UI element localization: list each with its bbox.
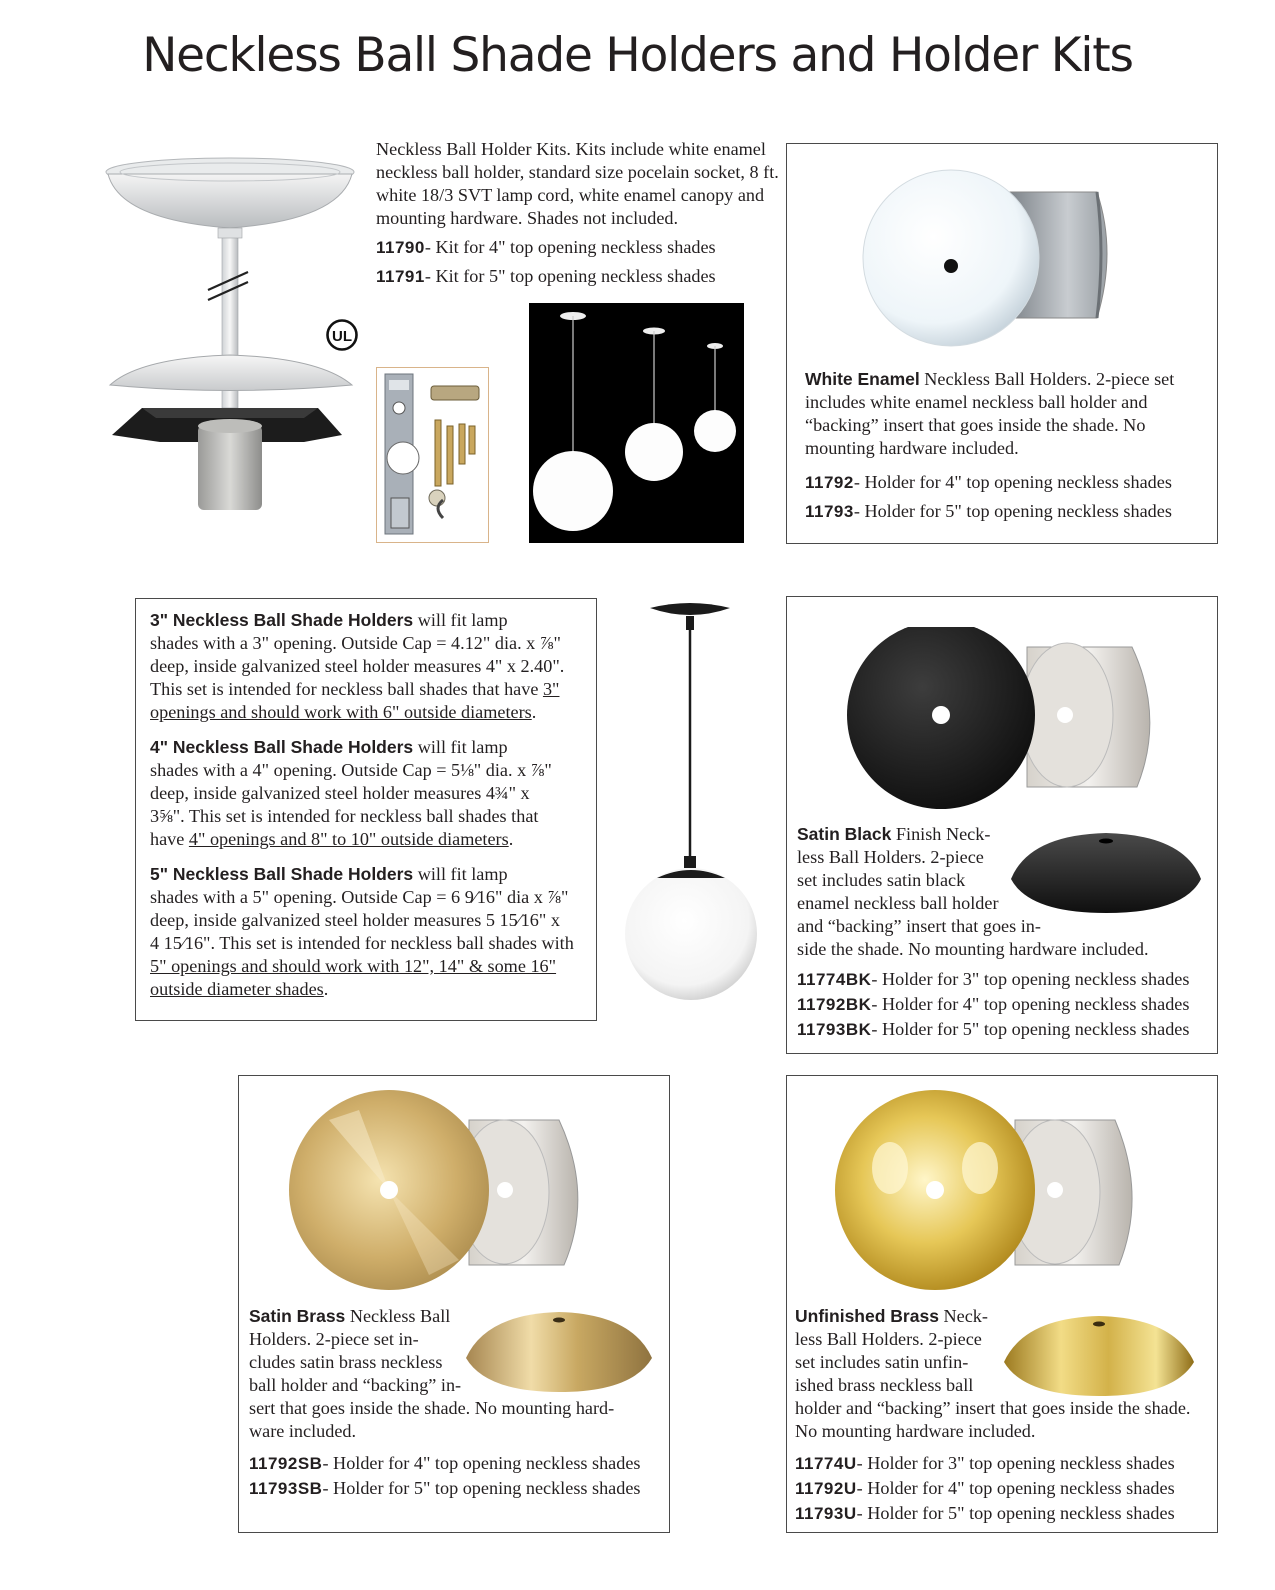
satin-brass-line-text: Neckless Ball [345, 1306, 451, 1326]
size-5in-heading: 5" Neckless Ball Shade Holders [150, 864, 414, 884]
satin-brass-sku: 11792SB [249, 1454, 323, 1473]
satin-brass-line: Holders. 2-piece set in- [249, 1329, 419, 1349]
white-enamel-line: mounting hardware included. [805, 438, 1019, 458]
kit-description [376, 138, 779, 288]
size-4in-line [150, 736, 574, 759]
ul-listed-icon [325, 318, 359, 352]
size-4in-heading: 4" Neckless Ball Shade Holders [150, 737, 414, 757]
holder-sizes-text [150, 609, 574, 1010]
kit-assembly-image [100, 150, 360, 520]
satin-black-sku: 11793BK [797, 1020, 872, 1039]
satin-black-line: less Ball Holders. 2-piece [797, 847, 984, 867]
kit-description-line: mounting hardware. Shades not included. [376, 208, 679, 228]
unfinished-brass-line: ished brass neckless ball [795, 1375, 974, 1395]
satin-black-line: side the shade. No mounting hardware included. [797, 939, 1149, 959]
satin-black-line: enamel neckless ball holder [797, 893, 999, 913]
satin-black-line [797, 823, 1189, 846]
satin-brass-description [249, 1305, 641, 1500]
satin-black-sku: 11774BK [797, 970, 872, 989]
unfinished-brass-heading: Unfinished Brass [795, 1306, 939, 1326]
unfinished-brass-item [795, 1502, 1190, 1525]
kit-item-desc: - Kit for 5" top opening neckless shades [424, 266, 716, 286]
size-4in-line-text: have [150, 829, 189, 849]
kit-sku: 11791 [376, 267, 425, 286]
satin-brass-line [249, 1305, 641, 1328]
page-title: Neckless Ball Shade Holders and Holder Kits [142, 28, 1133, 83]
satin-brass-holder-image [289, 1090, 609, 1295]
satin-brass-item [249, 1477, 641, 1500]
satin-brass-item [249, 1452, 641, 1475]
unfinished-brass-holder-image [835, 1090, 1155, 1295]
unfinished-brass-item [795, 1452, 1190, 1475]
black-cap-pendant-image [620, 600, 765, 1005]
size-5in-line: deep, inside galvanized steel holder measures 5 15⁄16" x [150, 910, 560, 930]
pendants-photo [529, 303, 744, 543]
satin-black-line-text: Finish Neck- [891, 824, 991, 844]
satin-black-sku: 11792BK [797, 995, 872, 1014]
holder-sizes-panel [135, 598, 597, 1021]
size-4in-first: will fit lamp [413, 737, 508, 757]
satin-black-line: and “backing” insert that goes in- [797, 916, 1041, 936]
satin-brass-heading: Satin Brass [249, 1306, 346, 1326]
kit-item [376, 236, 779, 259]
unfinished-brass-line [795, 1305, 1190, 1328]
white-enamel-item [805, 471, 1174, 494]
satin-brass-item-desc: - Holder for 5" top opening neckless shades [322, 1478, 641, 1498]
size-3in-heading: 3" Neckless Ball Shade Holders [150, 610, 414, 630]
white-enamel-line: includes white enamel neckless ball holder and [805, 392, 1148, 412]
unfinished-brass-sku: 11793U [795, 1504, 857, 1523]
ul-mark-text: UL [332, 328, 352, 345]
satin-brass-line: sert that goes inside the shade. No mounting hard- [249, 1398, 615, 1418]
unfinished-brass-item [795, 1477, 1190, 1500]
kit-item [376, 265, 779, 288]
size-3in-line [150, 609, 574, 632]
satin-black-item [797, 993, 1189, 1016]
kit-description-line: white 18/3 SVT lamp cord, white enamel canopy and [376, 185, 765, 205]
size-3in-first: will fit lamp [413, 610, 508, 630]
white-enamel-line [805, 368, 1174, 391]
white-enamel-heading: White Enamel [805, 369, 920, 389]
unfinished-brass-line: less Ball Holders. 2-piece [795, 1329, 982, 1349]
white-enamel-sku: 11792 [805, 473, 854, 492]
size-5in-line [150, 955, 574, 978]
size-5in-line [150, 863, 574, 886]
white-enamel-holder-image [859, 162, 1119, 352]
white-enamel-item-desc: - Holder for 5" top opening neckless shades [853, 501, 1172, 521]
satin-brass-item-desc: - Holder for 4" top opening neckless shades [322, 1453, 641, 1473]
size-3in-paragraph [150, 609, 574, 724]
unfinished-brass-item-desc: - Holder for 3" top opening neckless shades [856, 1453, 1175, 1473]
size-4in-paragraph [150, 736, 574, 851]
size-4in-line [150, 828, 574, 851]
satin-black-heading: Satin Black [797, 824, 892, 844]
satin-brass-sku: 11793SB [249, 1479, 323, 1498]
unfinished-brass-line-text: Neck- [938, 1306, 988, 1326]
size-5in-line: 4 15⁄16". This set is intended for neckless ball shades with [150, 933, 574, 953]
kit-item-desc: - Kit for 4" top opening neckless shades [424, 237, 716, 257]
unfinished-brass-sku: 11774U [795, 1454, 857, 1473]
satin-black-item-desc: - Holder for 4" top opening neckless shades [871, 994, 1190, 1014]
satin-brass-line: cludes satin brass neckless [249, 1352, 443, 1372]
size-3in-underlined: 3" [542, 679, 560, 699]
unfinished-brass-panel [786, 1075, 1218, 1533]
size-4in-line: shades with a 4" opening. Outside Cap = 5⅛" dia. x ⅞" [150, 760, 552, 780]
satin-black-holder-image [847, 627, 1167, 827]
satin-black-item [797, 1018, 1189, 1041]
unfinished-brass-item-desc: - Holder for 5" top opening neckless shades [856, 1503, 1175, 1523]
size-5in-underlined: outside diameter shades [150, 979, 324, 999]
satin-brass-line: ware included. [249, 1421, 357, 1441]
size-4in-line: deep, inside galvanized steel holder measures 4¾" x [150, 783, 530, 803]
kit-hardware-image [376, 367, 489, 543]
unfinished-brass-description [795, 1305, 1190, 1525]
size-3in-end: . [531, 702, 537, 722]
unfinished-brass-line: holder and “backing” insert that goes inside the shade. [795, 1398, 1191, 1418]
white-enamel-item-desc: - Holder for 4" top opening neckless shades [853, 472, 1172, 492]
white-enamel-sku: 11793 [805, 502, 854, 521]
size-5in-underlined: 5" openings and should work with 12", 14" & some 16" [150, 956, 557, 976]
unfinished-brass-line: set includes satin unfin- [795, 1352, 969, 1372]
size-3in-line [150, 701, 574, 724]
satin-brass-panel [238, 1075, 670, 1533]
satin-brass-line: ball holder and “backing” in- [249, 1375, 462, 1395]
satin-black-line: set includes satin black [797, 870, 966, 890]
satin-black-description [797, 823, 1189, 1041]
kit-description-line: Neckless Ball Holder Kits. Kits include white enamel [376, 139, 766, 159]
satin-black-item [797, 968, 1189, 991]
size-4in-underlined: 4" openings and 8" to 10" outside diameters [188, 829, 509, 849]
white-enamel-line-text: Neckless Ball Holders. 2-piece set [919, 369, 1175, 389]
white-enamel-line: “backing” insert that goes inside the shade. No [805, 415, 1146, 435]
size-4in-end: . [508, 829, 514, 849]
size-5in-first: will fit lamp [413, 864, 508, 884]
kit-description-line: neckless ball holder, standard size pocelain socket, 8 ft. [376, 162, 779, 182]
size-4in-line: 3⅝". This set is intended for neckless ball shades that [150, 806, 539, 826]
white-enamel-item [805, 500, 1174, 523]
size-5in-line: shades with a 5" opening. Outside Cap = 6 9⁄16" dia x ⅞" [150, 887, 569, 907]
unfinished-brass-item-desc: - Holder for 4" top opening neckless shades [856, 1478, 1175, 1498]
white-enamel-description [805, 368, 1174, 523]
satin-black-item-desc: - Holder for 5" top opening neckless shades [871, 1019, 1190, 1039]
unfinished-brass-sku: 11792U [795, 1479, 857, 1498]
satin-black-panel [786, 596, 1218, 1054]
size-3in-line-text: This set is intended for neckless ball shades that have [150, 679, 543, 699]
size-3in-line: shades with a 3" opening. Outside Cap = 4.12" dia. x ⅞" [150, 633, 561, 653]
size-3in-line [150, 678, 574, 701]
size-3in-underlined: openings and should work with 6" outside diameters [150, 702, 532, 722]
white-enamel-panel [786, 143, 1218, 544]
size-3in-line: deep, inside galvanized steel holder measures 4" x 2.40". [150, 656, 565, 676]
size-5in-line [150, 978, 574, 1001]
unfinished-brass-line: No mounting hardware included. [795, 1421, 1036, 1441]
size-5in-end: . [323, 979, 329, 999]
size-5in-paragraph [150, 863, 574, 1001]
kit-sku: 11790 [376, 238, 425, 257]
satin-black-item-desc: - Holder for 3" top opening neckless shades [871, 969, 1190, 989]
